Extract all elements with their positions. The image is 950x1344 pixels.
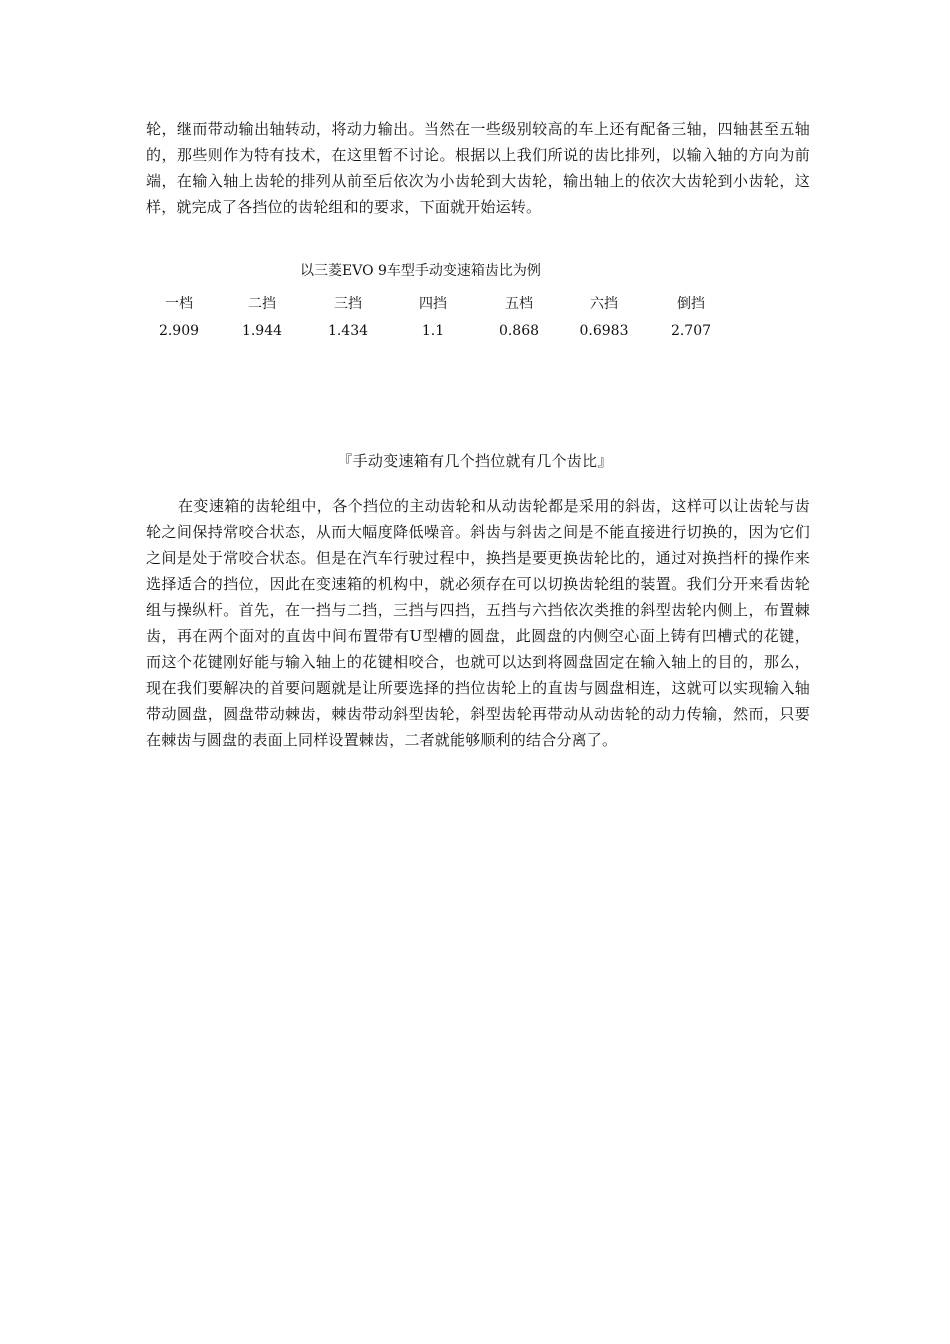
gear-ratio-third: 1.434: [327, 323, 369, 339]
intro-paragraph: 轮，继而带动输出轴转动，将动力输出。当然在一些级别较高的车上还有配备三轴，四轴甚至五轴的，那些则作为特有技术，在这里暂不讨论。根据以上我们所说的齿比排列，以输入轴的方向为前端，在输入轴上齿轮的排列从前至后依次为小齿轮到大齿轮，输出轴上的依次大齿轮到小齿轮，这样，就完成了各挡位的齿轮组和的要求，下面就开始运转。: [146, 120, 810, 216]
gear-ratio-fourth: 1.1: [421, 323, 445, 339]
gear-ratio-table: [140, 289, 736, 345]
gear-ratio-fifth: 0.868: [498, 323, 540, 339]
gear-ratio-header-row: [140, 289, 736, 317]
gear-header-second: 二挡: [248, 296, 276, 312]
gear-ratio-sixth: 0.6983: [579, 323, 629, 339]
gear-ratio-reverse: 2.707: [670, 323, 712, 339]
gear-header-fifth: 五档: [505, 296, 533, 312]
gear-header-reverse: 倒挡: [677, 296, 705, 312]
gear-header-first: 一档: [165, 296, 193, 312]
body-paragraph: 在变速箱的齿轮组中，各个挡位的主动齿轮和从动齿轮都是采用的斜齿，这样可以让齿轮与齿轮之间保持常咬合状态，从而大幅度降低噪音。斜齿与斜齿之间是不能直接进行切换的，因为它们之间是处于常咬合状态。但是在汽车行驶过程中，换挡是要更换齿轮比的，通过对换挡杆的操作来选择适合的挡位，因此在变速箱的机构中，就必须存在可以切换齿轮组的装置。我们分开来看齿轮组与操纵杆。首先，在一挡与二挡，三挡与四挡，五挡与六挡依次类推的斜型齿轮内侧上，布置棘齿，再在两个面对的直齿中间布置带有U型槽的圆盘，此圆盘的内侧空心面上铸有凹槽式的花键，而这个花键刚好能与输入轴上的花键相咬合，也就可以达到将圆盘固定在输入轴上的目的，那么，现在我们要解决的首要问题就是让所要选择的挡位齿轮上的直齿与圆盘相连，这就可以实现输入轴带动圆盘，圆盘带动棘齿，棘齿带动斜型齿轮，斜型齿轮再带动从动齿轮的动力传输，然而，只要在棘齿与圆盘的表面上同样设置棘齿，二者就能够顺利的结合分离了。: [146, 497, 810, 749]
gear-ratio-value-row: [140, 317, 736, 345]
gear-ratio-table-caption: 以三菱EVO 9车型手动变速箱齿比为例: [300, 263, 541, 279]
section-heading: 『手动变速箱有几个挡位就有几个齿比』: [337, 452, 613, 470]
gear-ratio-second: 1.944: [241, 323, 283, 339]
gear-ratio-first: 2.909: [158, 323, 200, 339]
gear-header-third: 三挡: [334, 296, 362, 312]
gear-header-fourth: 四挡: [419, 296, 447, 312]
gear-header-sixth: 六挡: [590, 296, 618, 312]
